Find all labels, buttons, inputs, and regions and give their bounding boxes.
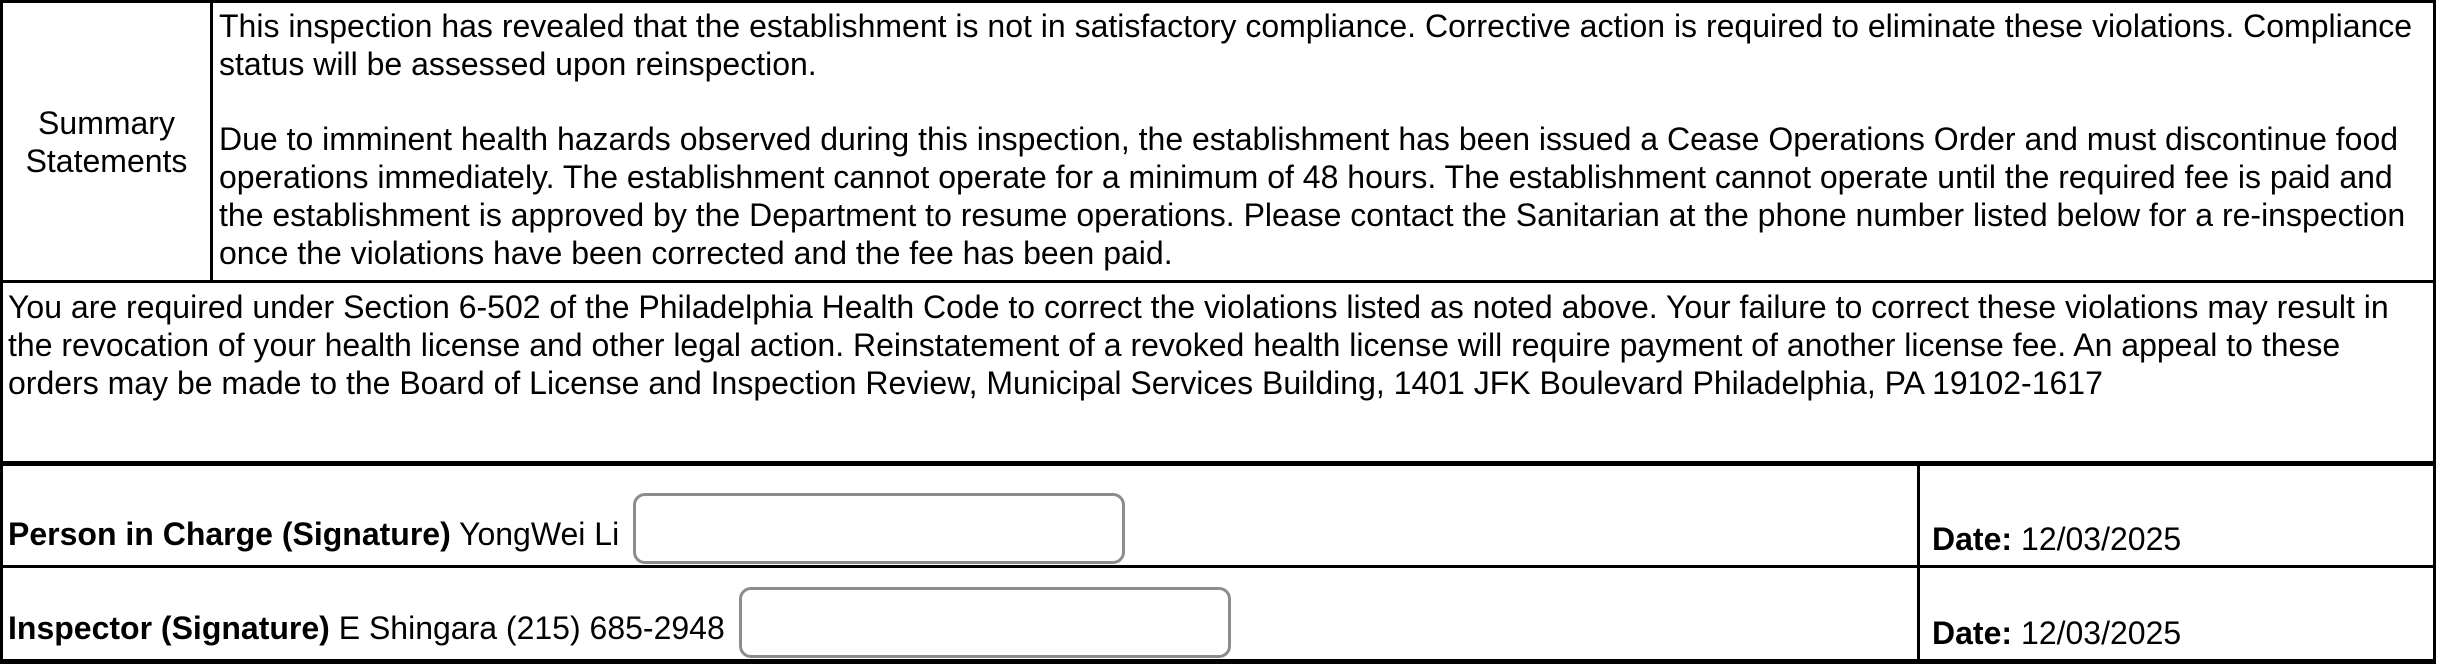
person-in-charge-label: Person in Charge (Signature) <box>8 516 451 552</box>
summary-statements-row <box>3 3 2433 283</box>
inspector-text <box>8 609 725 647</box>
inspector-main-cell <box>3 568 1917 659</box>
person-in-charge-date-label: Date: <box>1932 521 2013 557</box>
inspector-label: Inspector (Signature) <box>8 610 330 646</box>
inspector-date-cell <box>1917 568 2433 659</box>
summary-paragraph-cease-operations: Due to imminent health hazards observed during this inspection, the establishment has been issued a Cease Operations Order and must discontinue food operations immediately. The establishment cannot operate for a minimum of 48 hours. The establishment cannot operate until the required fee is paid and the establishment is approved by the Department to resume operations. Please contact the Sanitarian at the phone number listed below for a re-inspection once the violations have been corrected and the fee has been paid. <box>219 121 2406 271</box>
summary-paragraph-compliance: This inspection has revealed that the establishment is not in satisfactory compliance. Corrective action is required to eliminate these violations. Compliance status will be assessed upon reinspection. <box>219 8 2413 82</box>
inspector-signature-field[interactable] <box>739 587 1231 658</box>
inspector-name-phone: E Shingara (215) 685-2948 <box>338 610 725 646</box>
person-in-charge-main-cell <box>3 466 1917 565</box>
inspector-row <box>3 568 2433 659</box>
person-in-charge-name: YongWei Li <box>459 516 620 552</box>
summary-statements-label: Summary Statements <box>3 3 213 280</box>
person-in-charge-date-value: 12/03/2025 <box>2021 521 2182 557</box>
person-in-charge-signature-field[interactable] <box>633 493 1125 564</box>
legal-notice-text: You are required under Section 6-502 of the Philadelphia Health Code to correct the violations listed as noted above. Your failure to correct these violations may result in the revocation of your health license and other legal action. Reinstatement of a revoked health license will require payment of another license fee. An appeal to these orders may be made to the Board of License and Inspection Review, Municipal Services Building, 1401 JFK Boulevard Philadelphia, PA 19102-1617 <box>3 283 2433 466</box>
person-in-charge-date-cell <box>1917 466 2433 565</box>
inspector-date-value: 12/03/2025 <box>2021 615 2182 651</box>
summary-statements-text <box>213 3 2433 280</box>
person-in-charge-row <box>3 466 2433 568</box>
person-in-charge-text <box>8 515 619 553</box>
inspector-date-label: Date: <box>1932 615 2013 651</box>
